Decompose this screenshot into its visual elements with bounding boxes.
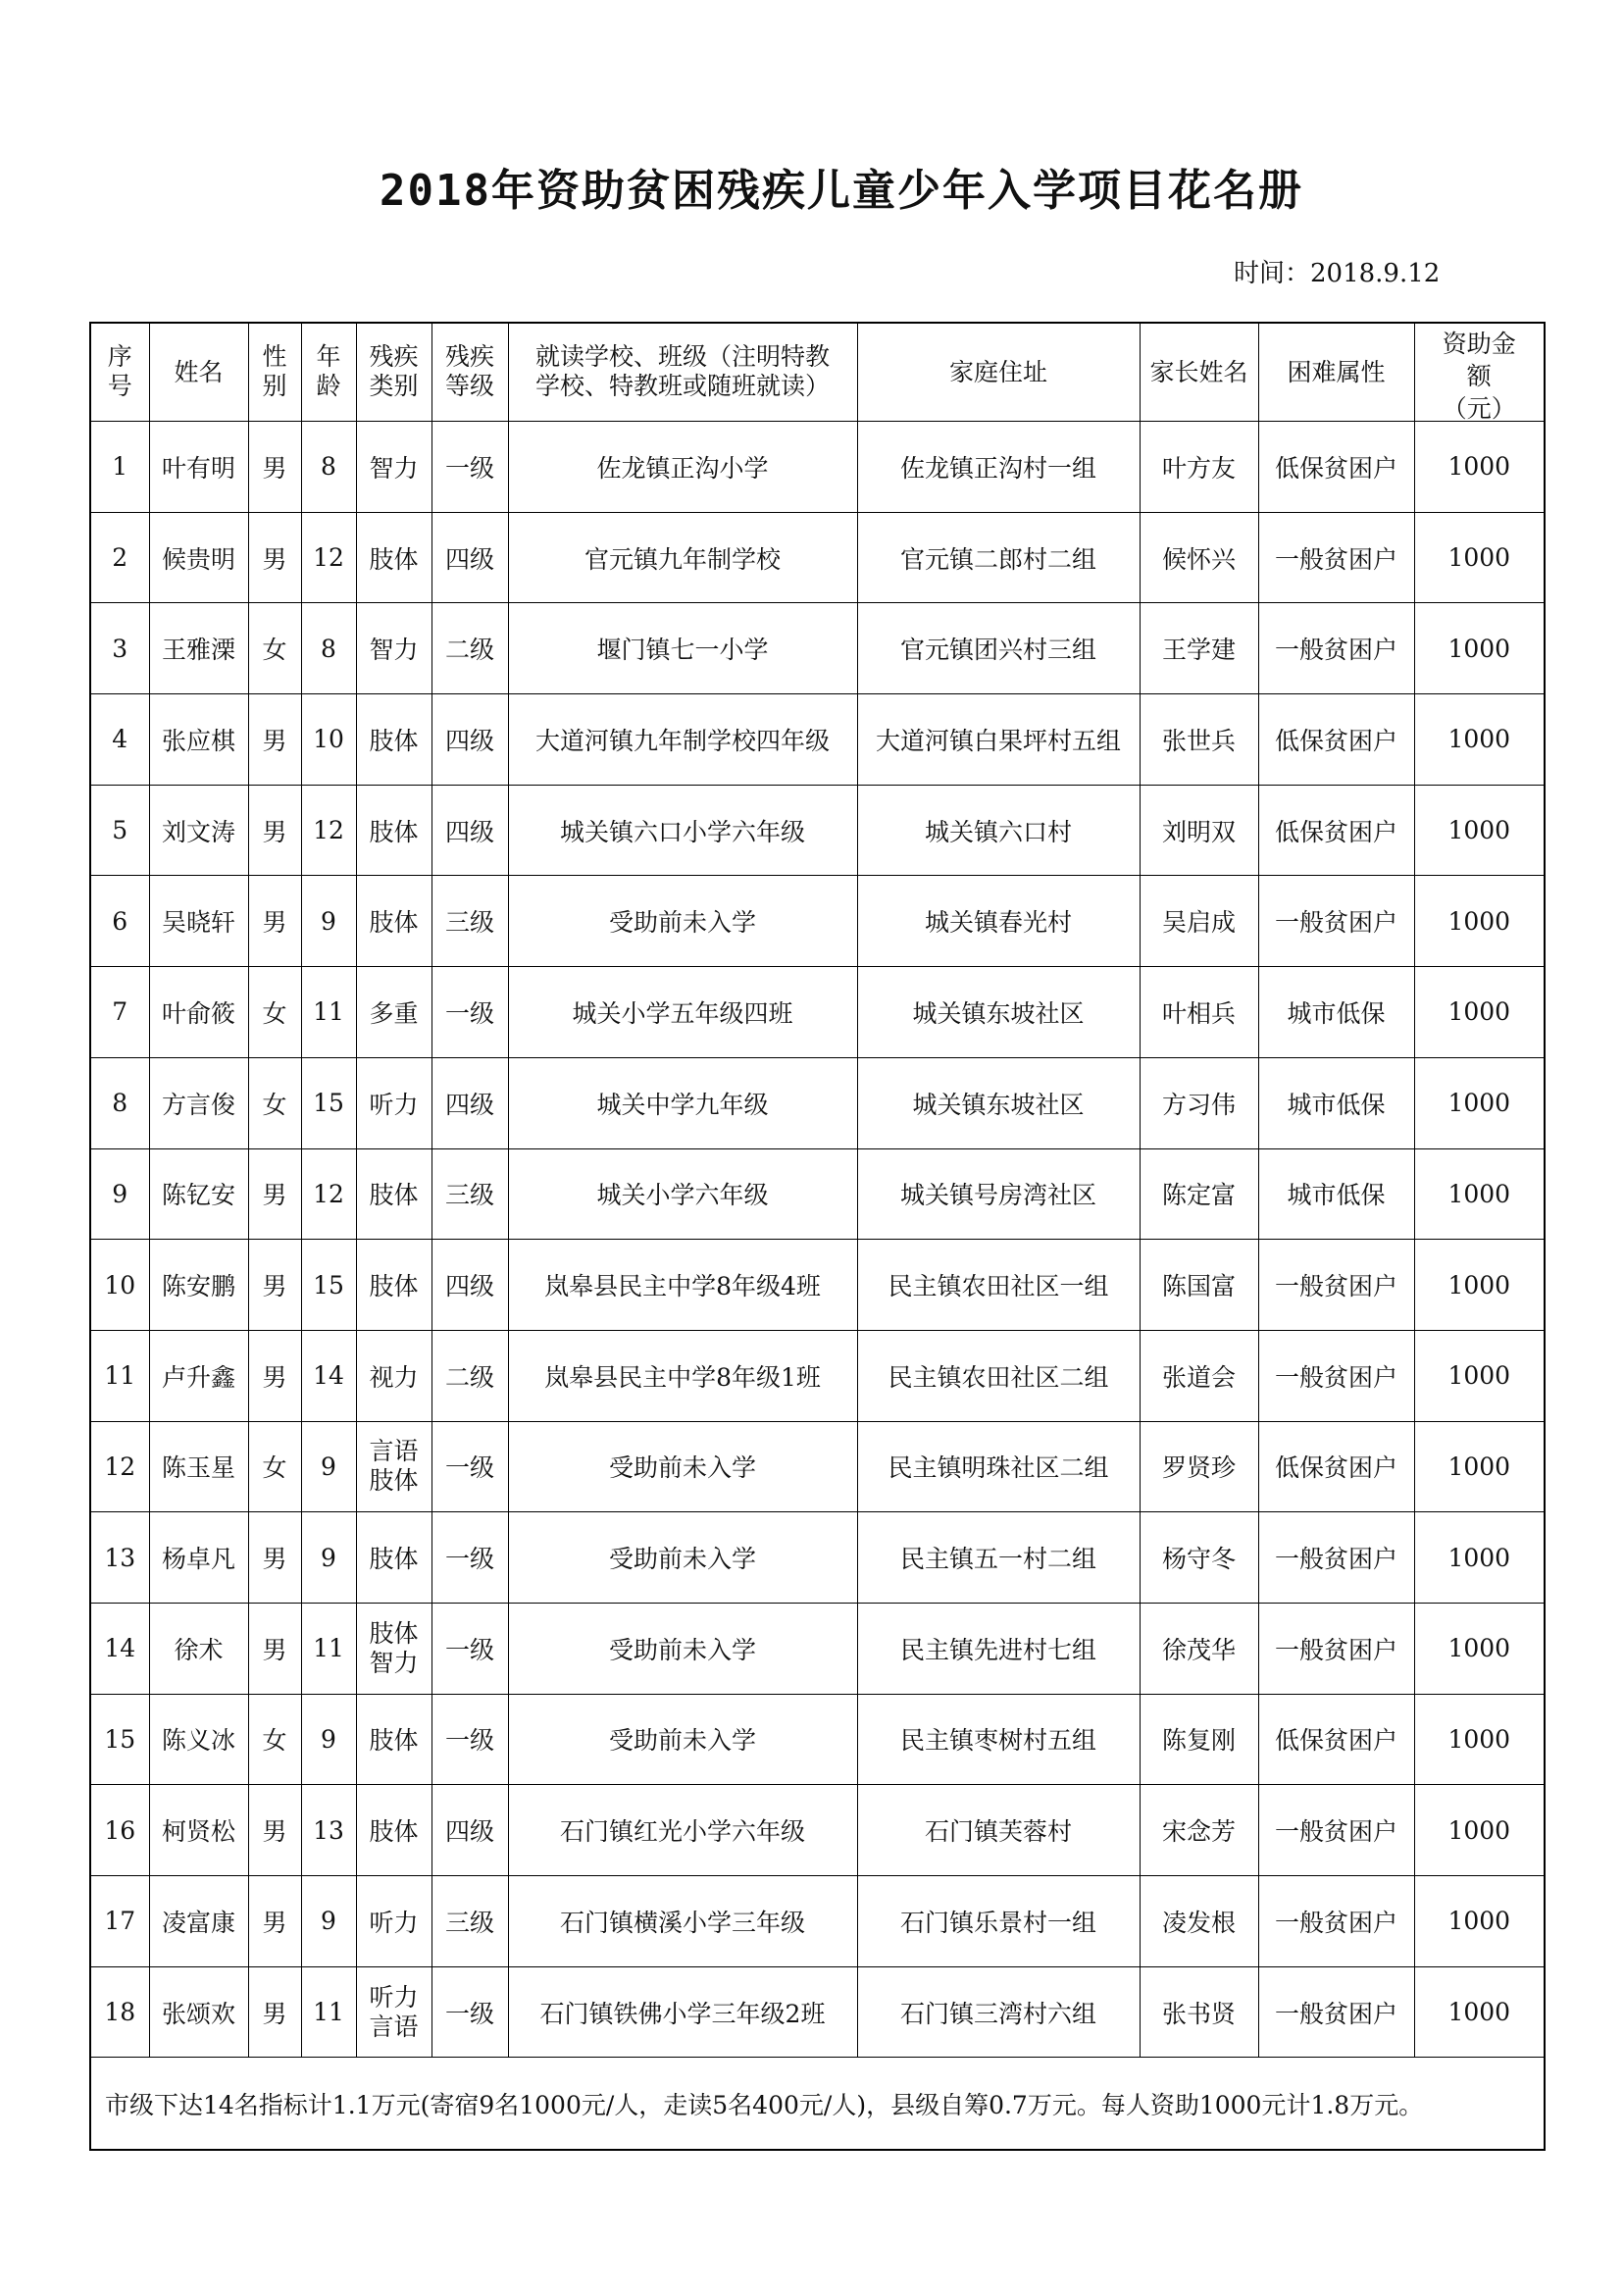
cell-name: 凌富康 — [149, 1876, 248, 1967]
cell-guardian: 王学建 — [1140, 603, 1258, 694]
cell-amount: 1000 — [1414, 1603, 1545, 1694]
cell-school: 佐龙镇正沟小学 — [508, 422, 857, 513]
cell-address: 民主镇枣树村五组 — [857, 1694, 1140, 1785]
cell-gender: 男 — [248, 422, 301, 513]
cell-gender: 男 — [248, 694, 301, 786]
cell-gender: 男 — [248, 1240, 301, 1331]
cell-disability-type: 听力 — [356, 1057, 431, 1148]
cell-hardship: 低保贫困户 — [1258, 1694, 1414, 1785]
cell-guardian: 张世兵 — [1140, 694, 1258, 786]
cell-gender: 男 — [248, 1603, 301, 1694]
table-row — [90, 1240, 1545, 1331]
cell-hardship: 一般贫困户 — [1258, 1330, 1414, 1421]
cell-age: 12 — [301, 512, 356, 603]
cell-gender: 女 — [248, 1694, 301, 1785]
cell-age: 12 — [301, 785, 356, 876]
cell-gender: 男 — [248, 1966, 301, 2058]
cell-name: 王雅溧 — [149, 603, 248, 694]
cell-hardship: 低保贫困户 — [1258, 785, 1414, 876]
cell-school: 受助前未入学 — [508, 1603, 857, 1694]
cell-disability-level: 二级 — [431, 1330, 508, 1421]
cell-age: 9 — [301, 1421, 356, 1512]
cell-guardian: 宋念芳 — [1140, 1785, 1258, 1876]
cell-name: 张应棋 — [149, 694, 248, 786]
cell-guardian: 陈国富 — [1140, 1240, 1258, 1331]
cell-name: 徐术 — [149, 1603, 248, 1694]
cell-disability-type: 肢体 — [356, 1240, 431, 1331]
cell-address: 民主镇五一村二组 — [857, 1512, 1140, 1604]
cell-address: 城关镇东坡社区 — [857, 967, 1140, 1058]
cell-name: 陈玉星 — [149, 1421, 248, 1512]
cell-age: 15 — [301, 1057, 356, 1148]
footer-row — [90, 2058, 1545, 2151]
header-amount: 资助金 额 （元） — [1414, 323, 1545, 422]
cell-guardian: 张书贤 — [1140, 1966, 1258, 2058]
cell-address: 石门镇三湾村六组 — [857, 1966, 1140, 2058]
cell-guardian: 叶方友 — [1140, 422, 1258, 513]
cell-gender: 男 — [248, 512, 301, 603]
table-row — [90, 1421, 1545, 1512]
cell-seq: 10 — [90, 1240, 149, 1331]
cell-disability-type: 多重 — [356, 967, 431, 1058]
cell-seq: 2 — [90, 512, 149, 603]
table-row — [90, 1694, 1545, 1785]
cell-amount: 1000 — [1414, 1694, 1545, 1785]
document-title: 2018年资助贫困残疾儿童少年入学项目花名册 — [380, 166, 1303, 216]
cell-age: 12 — [301, 1148, 356, 1240]
cell-disability-type: 听力 — [356, 1876, 431, 1967]
cell-amount: 1000 — [1414, 694, 1545, 786]
cell-name: 刘文涛 — [149, 785, 248, 876]
cell-disability-type: 肢体 — [356, 1785, 431, 1876]
table-row — [90, 603, 1545, 694]
cell-age: 13 — [301, 1785, 356, 1876]
cell-hardship: 城市低保 — [1258, 1057, 1414, 1148]
cell-amount: 1000 — [1414, 1421, 1545, 1512]
header-hardship: 困难属性 — [1258, 323, 1414, 422]
cell-school: 城关中学九年级 — [508, 1057, 857, 1148]
cell-hardship: 一般贫困户 — [1258, 1876, 1414, 1967]
cell-disability-level: 四级 — [431, 785, 508, 876]
cell-age: 15 — [301, 1240, 356, 1331]
cell-school: 受助前未入学 — [508, 1694, 857, 1785]
cell-guardian: 罗贤珍 — [1140, 1421, 1258, 1512]
cell-disability-type: 肢体 — [356, 694, 431, 786]
cell-disability-level: 四级 — [431, 694, 508, 786]
cell-address: 城关镇东坡社区 — [857, 1057, 1140, 1148]
cell-disability-level: 四级 — [431, 512, 508, 603]
cell-school: 城关小学五年级四班 — [508, 967, 857, 1058]
header-row — [90, 323, 1545, 422]
cell-seq: 16 — [90, 1785, 149, 1876]
cell-age: 10 — [301, 694, 356, 786]
cell-seq: 5 — [90, 785, 149, 876]
table-row — [90, 1512, 1545, 1604]
cell-age: 9 — [301, 1876, 356, 1967]
cell-disability-level: 三级 — [431, 1148, 508, 1240]
cell-disability-level: 一级 — [431, 1603, 508, 1694]
cell-gender: 女 — [248, 603, 301, 694]
cell-disability-type: 视力 — [356, 1330, 431, 1421]
header-disability-type: 残疾 类别 — [356, 323, 431, 422]
header-guardian: 家长姓名 — [1140, 323, 1258, 422]
cell-disability-level: 四级 — [431, 1785, 508, 1876]
cell-hardship: 低保贫困户 — [1258, 1421, 1414, 1512]
cell-gender: 男 — [248, 1148, 301, 1240]
cell-seq: 3 — [90, 603, 149, 694]
table-row — [90, 1057, 1545, 1148]
cell-disability-level: 二级 — [431, 603, 508, 694]
cell-hardship: 一般贫困户 — [1258, 876, 1414, 967]
cell-seq: 9 — [90, 1148, 149, 1240]
table-row — [90, 694, 1545, 786]
cell-hardship: 一般贫困户 — [1258, 1785, 1414, 1876]
cell-address: 石门镇乐景村一组 — [857, 1876, 1140, 1967]
cell-amount: 1000 — [1414, 512, 1545, 603]
cell-age: 8 — [301, 422, 356, 513]
cell-address: 石门镇芙蓉村 — [857, 1785, 1140, 1876]
cell-disability-level: 一级 — [431, 1421, 508, 1512]
cell-address: 城关镇春光村 — [857, 876, 1140, 967]
cell-address: 民主镇明珠社区二组 — [857, 1421, 1140, 1512]
cell-hardship: 低保贫困户 — [1258, 422, 1414, 513]
cell-gender: 女 — [248, 1057, 301, 1148]
cell-age: 11 — [301, 967, 356, 1058]
cell-seq: 4 — [90, 694, 149, 786]
cell-school: 石门镇红光小学六年级 — [508, 1785, 857, 1876]
cell-school: 官元镇九年制学校 — [508, 512, 857, 603]
header-age: 年 龄 — [301, 323, 356, 422]
cell-address: 大道河镇白果坪村五组 — [857, 694, 1140, 786]
header-name: 姓名 — [149, 323, 248, 422]
cell-age: 9 — [301, 1694, 356, 1785]
cell-disability-level: 三级 — [431, 1876, 508, 1967]
cell-school: 石门镇横溪小学三年级 — [508, 1876, 857, 1967]
cell-hardship: 城市低保 — [1258, 967, 1414, 1058]
cell-school: 城关小学六年级 — [508, 1148, 857, 1240]
cell-school: 石门镇铁佛小学三年级2班 — [508, 1966, 857, 2058]
cell-seq: 18 — [90, 1966, 149, 2058]
cell-gender: 男 — [248, 785, 301, 876]
cell-disability-type: 肢体 — [356, 876, 431, 967]
table-row — [90, 512, 1545, 603]
cell-school: 受助前未入学 — [508, 1421, 857, 1512]
cell-seq: 14 — [90, 1603, 149, 1694]
cell-disability-level: 一级 — [431, 422, 508, 513]
cell-amount: 1000 — [1414, 1240, 1545, 1331]
cell-name: 杨卓凡 — [149, 1512, 248, 1604]
cell-disability-level: 一级 — [431, 967, 508, 1058]
cell-amount: 1000 — [1414, 1966, 1545, 2058]
cell-name: 张颂欢 — [149, 1966, 248, 2058]
cell-address: 民主镇农田社区二组 — [857, 1330, 1140, 1421]
cell-disability-type: 肢体 — [356, 1694, 431, 1785]
table-row — [90, 1148, 1545, 1240]
cell-name: 柯贤松 — [149, 1785, 248, 1876]
cell-name: 陈安鹏 — [149, 1240, 248, 1331]
cell-amount: 1000 — [1414, 1785, 1545, 1876]
cell-gender: 女 — [248, 967, 301, 1058]
cell-seq: 12 — [90, 1421, 149, 1512]
cell-gender: 男 — [248, 1785, 301, 1876]
table-row — [90, 876, 1545, 967]
cell-seq: 11 — [90, 1330, 149, 1421]
cell-gender: 男 — [248, 876, 301, 967]
cell-disability-level: 一级 — [431, 1694, 508, 1785]
cell-hardship: 一般贫困户 — [1258, 603, 1414, 694]
cell-seq: 13 — [90, 1512, 149, 1604]
cell-address: 民主镇农田社区一组 — [857, 1240, 1140, 1331]
cell-name: 陈钇安 — [149, 1148, 248, 1240]
cell-name: 方言俊 — [149, 1057, 248, 1148]
cell-disability-type: 肢体 — [356, 1148, 431, 1240]
cell-guardian: 杨守冬 — [1140, 1512, 1258, 1604]
footer-note: 市级下达14名指标计1.1万元(寄宿9名1000元/人，走读5名400元/人)，县级自筹0.7万元。每人资助1000元计1.8万元。 — [90, 2058, 1545, 2151]
cell-hardship: 一般贫困户 — [1258, 1966, 1414, 2058]
cell-seq: 15 — [90, 1694, 149, 1785]
cell-school: 岚皋县民主中学8年级1班 — [508, 1330, 857, 1421]
cell-school: 大道河镇九年制学校四年级 — [508, 694, 857, 786]
cell-amount: 1000 — [1414, 1330, 1545, 1421]
cell-hardship: 城市低保 — [1258, 1148, 1414, 1240]
cell-address: 城关镇号房湾社区 — [857, 1148, 1140, 1240]
table-row — [90, 967, 1545, 1058]
cell-name: 吴晓轩 — [149, 876, 248, 967]
cell-seq: 7 — [90, 967, 149, 1058]
cell-school: 城关镇六口小学六年级 — [508, 785, 857, 876]
table-row — [90, 422, 1545, 513]
cell-disability-type: 肢体 智力 — [356, 1603, 431, 1694]
cell-school: 堰门镇七一小学 — [508, 603, 857, 694]
cell-address: 民主镇先进村七组 — [857, 1603, 1140, 1694]
cell-disability-type: 肢体 — [356, 785, 431, 876]
cell-gender: 男 — [248, 1876, 301, 1967]
cell-disability-level: 四级 — [431, 1240, 508, 1331]
cell-age: 8 — [301, 603, 356, 694]
header-gender: 性 别 — [248, 323, 301, 422]
cell-guardian: 陈定富 — [1140, 1148, 1258, 1240]
cell-school: 受助前未入学 — [508, 876, 857, 967]
cell-hardship: 一般贫困户 — [1258, 1240, 1414, 1331]
cell-school: 受助前未入学 — [508, 1512, 857, 1604]
cell-amount: 1000 — [1414, 1148, 1545, 1240]
header-seq: 序 号 — [90, 323, 149, 422]
cell-hardship: 一般贫困户 — [1258, 512, 1414, 603]
cell-disability-level: 四级 — [431, 1057, 508, 1148]
cell-gender: 男 — [248, 1512, 301, 1604]
table-row — [90, 1330, 1545, 1421]
cell-amount: 1000 — [1414, 967, 1545, 1058]
cell-disability-level: 三级 — [431, 876, 508, 967]
cell-disability-type: 听力 言语 — [356, 1966, 431, 2058]
cell-amount: 1000 — [1414, 1512, 1545, 1604]
table-row — [90, 1785, 1545, 1876]
cell-guardian: 陈复刚 — [1140, 1694, 1258, 1785]
cell-amount: 1000 — [1414, 1057, 1545, 1148]
cell-hardship: 一般贫困户 — [1258, 1512, 1414, 1604]
table-row — [90, 1966, 1545, 2058]
table-row — [90, 1876, 1545, 1967]
cell-name: 陈义冰 — [149, 1694, 248, 1785]
cell-guardian: 方习伟 — [1140, 1057, 1258, 1148]
cell-address: 官元镇团兴村三组 — [857, 603, 1140, 694]
table-row — [90, 1603, 1545, 1694]
cell-age: 11 — [301, 1603, 356, 1694]
cell-seq: 1 — [90, 422, 149, 513]
cell-amount: 1000 — [1414, 603, 1545, 694]
cell-seq: 6 — [90, 876, 149, 967]
cell-guardian: 凌发根 — [1140, 1876, 1258, 1967]
cell-amount: 1000 — [1414, 422, 1545, 513]
table-row — [90, 785, 1545, 876]
cell-disability-type: 智力 — [356, 603, 431, 694]
cell-age: 14 — [301, 1330, 356, 1421]
cell-guardian: 徐茂华 — [1140, 1603, 1258, 1694]
header-disability-level: 残疾 等级 — [431, 323, 508, 422]
cell-disability-type: 言语 肢体 — [356, 1421, 431, 1512]
cell-guardian: 候怀兴 — [1140, 512, 1258, 603]
cell-disability-level: 一级 — [431, 1966, 508, 2058]
cell-seq: 8 — [90, 1057, 149, 1148]
cell-address: 官元镇二郎村二组 — [857, 512, 1140, 603]
cell-age: 9 — [301, 876, 356, 967]
cell-guardian: 吴启成 — [1140, 876, 1258, 967]
cell-school: 岚皋县民主中学8年级4班 — [508, 1240, 857, 1331]
cell-name: 叶有明 — [149, 422, 248, 513]
cell-amount: 1000 — [1414, 1876, 1545, 1967]
cell-guardian: 刘明双 — [1140, 785, 1258, 876]
header-school: 就读学校、班级（注明特教 学校、特教班或随班就读） — [508, 323, 857, 422]
cell-gender: 男 — [248, 1330, 301, 1421]
cell-guardian: 张道会 — [1140, 1330, 1258, 1421]
cell-disability-type: 肢体 — [356, 512, 431, 603]
cell-disability-type: 智力 — [356, 422, 431, 513]
cell-guardian: 叶相兵 — [1140, 967, 1258, 1058]
roster-table — [89, 322, 1546, 2151]
cell-age: 11 — [301, 1966, 356, 2058]
cell-address: 城关镇六口村 — [857, 785, 1140, 876]
cell-hardship: 一般贫困户 — [1258, 1603, 1414, 1694]
cell-hardship: 低保贫困户 — [1258, 694, 1414, 786]
cell-age: 9 — [301, 1512, 356, 1604]
cell-amount: 1000 — [1414, 876, 1545, 967]
cell-name: 候贵明 — [149, 512, 248, 603]
cell-disability-level: 一级 — [431, 1512, 508, 1604]
date-label: 时间：2018.9.12 — [1234, 259, 1441, 288]
cell-gender: 女 — [248, 1421, 301, 1512]
cell-disability-type: 肢体 — [356, 1512, 431, 1604]
header-address: 家庭住址 — [857, 323, 1140, 422]
cell-name: 叶俞筱 — [149, 967, 248, 1058]
cell-amount: 1000 — [1414, 785, 1545, 876]
cell-seq: 17 — [90, 1876, 149, 1967]
cell-name: 卢升鑫 — [149, 1330, 248, 1421]
cell-address: 佐龙镇正沟村一组 — [857, 422, 1140, 513]
